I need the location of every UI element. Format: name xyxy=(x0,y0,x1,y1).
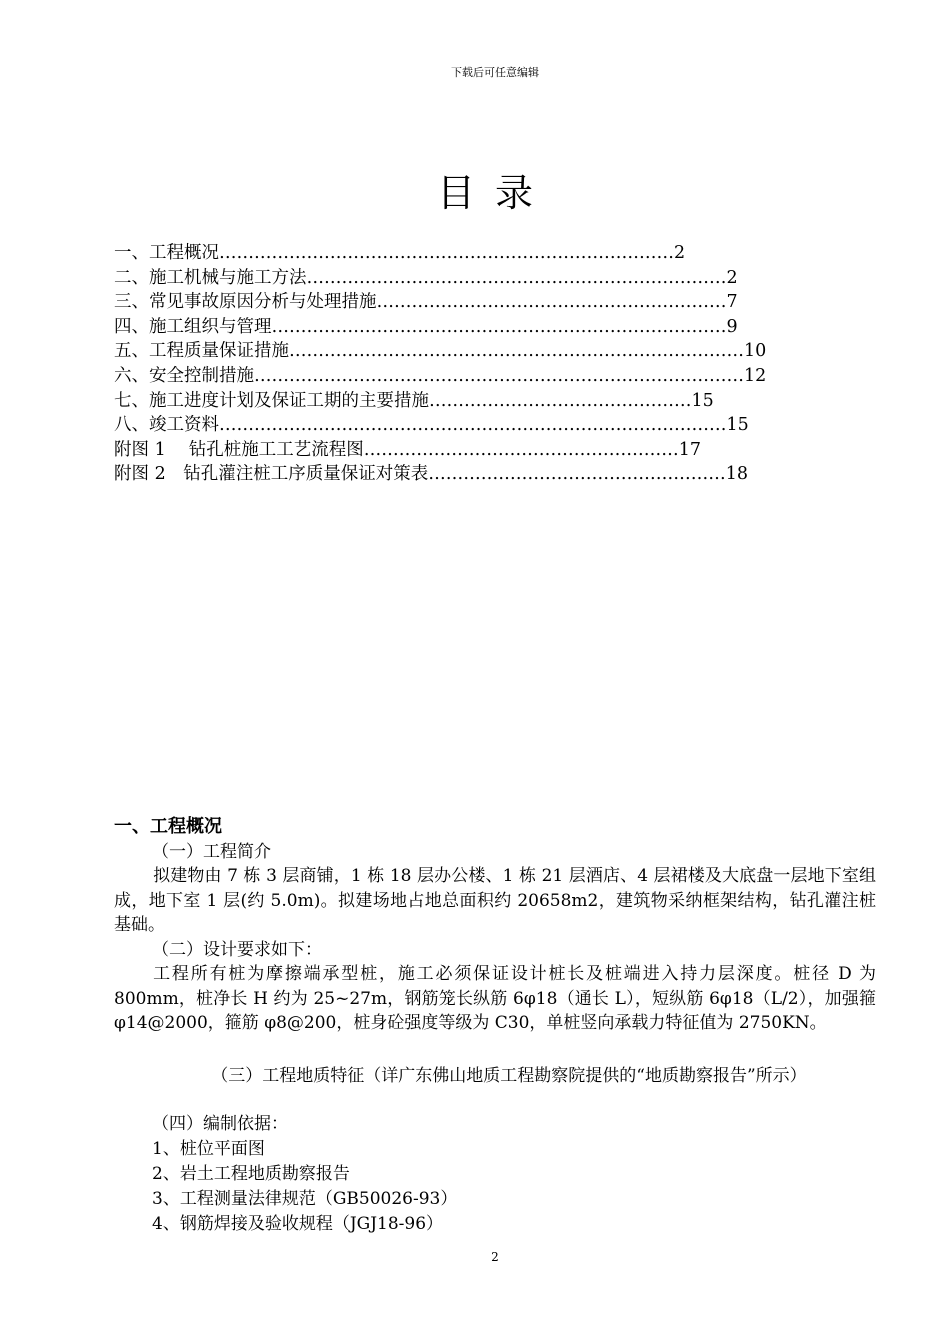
toc-entry-page: 2 xyxy=(674,243,686,263)
toc-entry-label: 三、常见事故原因分析与处理措施 xyxy=(114,292,377,313)
toc-entry-page: 7 xyxy=(726,292,738,313)
list-item: 3、工程测量法律规范（GB50026-93） xyxy=(152,1189,458,1209)
toc-title: 目录 xyxy=(436,171,553,215)
toc-entry-leader: ……………………………………… xyxy=(429,390,692,411)
toc-entry-page: 15 xyxy=(691,390,714,411)
toc-entry[interactable] xyxy=(114,315,814,340)
toc-entry-label: 五、工程质量保证措施 xyxy=(114,341,289,362)
subsection-title: （三）工程地质特征（详广东佛山地质工程勘察院提供的“地质勘察报告”所示） xyxy=(211,1066,807,1086)
toc-entry-label: 一、工程概况 xyxy=(114,243,219,263)
subsection-title: （一）工程简介 xyxy=(152,842,271,862)
toc-entry[interactable] xyxy=(114,413,814,438)
list-item: 4、钢筋焊接及验收规程（JGJ18-96） xyxy=(152,1214,444,1234)
toc-entry-label: 四、施工组织与管理 xyxy=(114,316,272,337)
section-heading: 一、工程概况 xyxy=(114,816,222,837)
toc-entry-page: 17 xyxy=(678,439,702,460)
toc-entry-label: 七、施工进度计划及保证工期的主要措施 xyxy=(114,390,429,411)
toc-entry-label: 附图 2 钻孔灌注桩工序质量保证对策表 xyxy=(114,464,429,485)
toc-entry-leader: …………………………………………………………………… xyxy=(289,341,744,362)
list-item: 2、岩土工程地质勘察报告 xyxy=(152,1164,350,1184)
toc-entry-leader: ……………………………………………………………… xyxy=(306,267,727,288)
toc-entry[interactable] xyxy=(114,339,814,364)
toc-entry[interactable] xyxy=(114,364,814,389)
subsection-title: （二）设计要求如下： xyxy=(152,940,322,960)
toc-entry-leader: …………………………………………………………………………… xyxy=(219,415,727,436)
toc-entry[interactable] xyxy=(114,462,814,487)
toc-entry-page: 10 xyxy=(744,341,767,362)
toc-entry-leader: …………………………………………………… xyxy=(376,292,727,313)
toc-entry-page: 2 xyxy=(726,267,738,288)
list-item: 1、桩位平面图 xyxy=(152,1139,265,1159)
toc-entry[interactable] xyxy=(114,438,814,463)
subsection-title: （四）编制依据： xyxy=(152,1114,288,1134)
toc-entry-label: 二、施工机械与施工方法 xyxy=(114,267,307,288)
toc-entry-label: 八、竣工资料 xyxy=(114,415,219,436)
toc-entry-page: 9 xyxy=(726,316,738,337)
toc-entry[interactable] xyxy=(114,290,814,315)
header-note: 下载后可任意编辑 xyxy=(451,66,539,79)
toc-entry-page: 15 xyxy=(726,415,749,436)
body-paragraph: 拟建物由 7 栋 3 层商铺，1 栋 18 层办公楼、1 栋 21 层酒店、4 层裙楼及大底盘一层地下室组成，地下室 1 层(约 5.0m)。拟建场地占地总面积约 20658m2，建筑物采纳框架结构，钻孔灌注桩基础。 xyxy=(114,866,876,935)
toc-entry[interactable] xyxy=(114,241,814,266)
toc-entry-page: 12 xyxy=(744,365,767,386)
toc-entry[interactable] xyxy=(114,266,814,291)
toc-entry-leader: …………………………………………… xyxy=(428,464,726,485)
toc-entry-label: 六、安全控制措施 xyxy=(114,365,254,386)
page-number: 2 xyxy=(491,1250,499,1264)
toc-entry-leader: ………………………………………………………………………… xyxy=(254,365,744,386)
toc-entry-leader: ……………………………………………… xyxy=(363,439,679,460)
toc-entry-page: 18 xyxy=(725,464,748,485)
table-of-contents xyxy=(114,241,814,487)
toc-entry-leader: …………………………………………………………………… xyxy=(271,316,727,337)
toc-entry-leader: …………………………………………………………………… xyxy=(219,243,674,263)
body-paragraph: 工程所有桩为摩擦端承型桩，施工必须保证设计桩长及桩端进入持力层深度。桩径 D 为 800mm，桩净长 H 约为 25~27m，钢筋笼长纵筋 6φ18（通长 L），短纵筋 6φ18（L/2），加强箍 φ14@2000，箍筋 φ8@200，桩身砼强度等级为 C30，单桩竖向承载力特征值为 2750KN。 xyxy=(114,964,876,1033)
toc-entry-label: 附图 1 钻孔桩施工工艺流程图 xyxy=(114,439,364,460)
toc-entry[interactable] xyxy=(114,389,814,414)
